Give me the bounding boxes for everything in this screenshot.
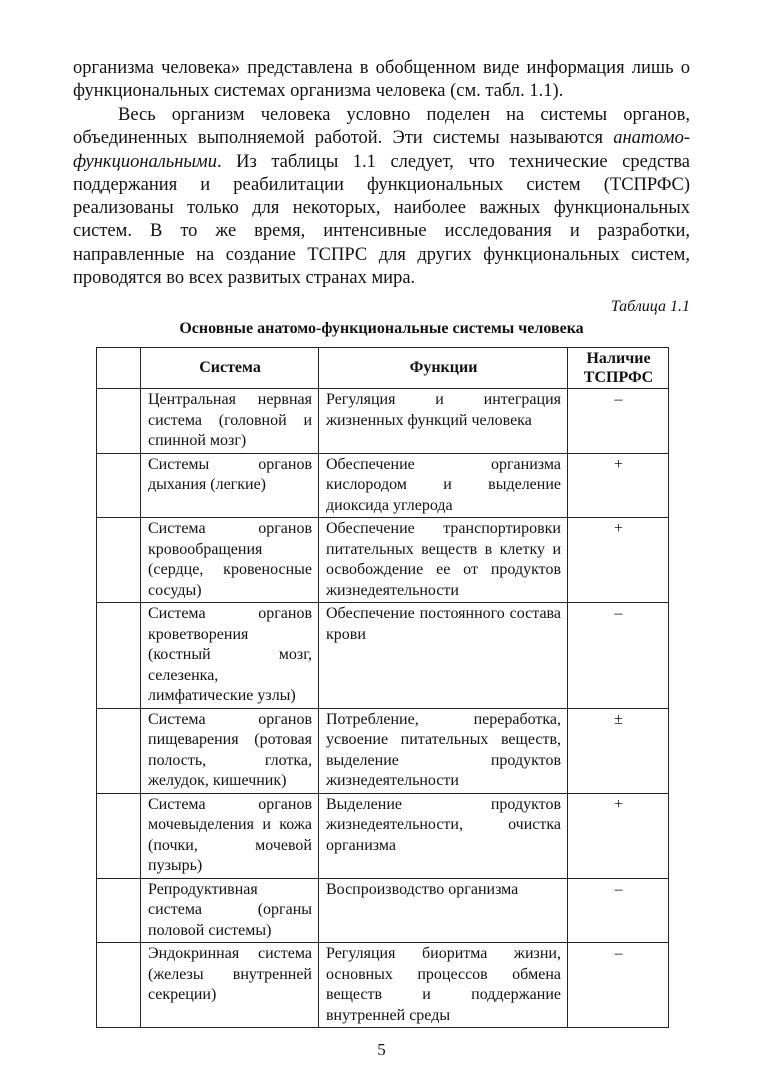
row-system: Система органов пищеварения (ротовая полость, глотка, желудок, кишечник)	[141, 708, 319, 793]
row-presence: +	[568, 793, 669, 878]
table-row	[97, 603, 669, 709]
table-row	[97, 518, 669, 603]
table-header-row	[97, 348, 669, 389]
row-functions: Воспроизводство организма	[319, 878, 568, 943]
row-functions: Регуляция биоритма жизни, основных процессов обмена веществ и поддержание внутренней среды	[319, 943, 568, 1028]
row-number	[97, 793, 141, 878]
paragraph-body	[73, 104, 690, 290]
table-row	[97, 878, 669, 943]
paragraph-body-text-b: . Из таблицы 1.1 следует, что технические средства поддержания и реабилитации функциональных систем (ТСПРФС) реализованы только для некоторых, наиболее важных функциональных систем. В то же время, интенсивные исследования и разработки, направленные на создание ТСПРС для других функциональных систем, проводятся во всех развитых странах мира.	[73, 151, 690, 289]
header-presence: Наличие ТСПРФС	[568, 348, 669, 389]
row-system: Система органов мочевыделения и кожа (почки, мочевой пузырь)	[141, 793, 319, 878]
row-presence: –	[568, 389, 669, 454]
row-number	[97, 878, 141, 943]
row-presence: –	[568, 943, 669, 1028]
row-functions: Регуляция и интеграция жизненных функций человека	[319, 389, 568, 454]
row-presence: ±	[568, 708, 669, 793]
systems-table	[96, 347, 669, 1028]
row-system: Системы органов дыхания (легкие)	[141, 453, 319, 518]
row-presence: +	[568, 453, 669, 518]
header-system: Система	[141, 348, 319, 389]
row-number	[97, 943, 141, 1028]
row-presence: –	[568, 603, 669, 709]
paragraph-body-emphasis: анатомо-функциональными	[73, 128, 690, 172]
row-system: Эндокринная система (железы внутренней секреции)	[141, 943, 319, 1028]
row-functions: Обеспечение транспортировки питательных веществ в клетку и освобождение ее от продуктов жизнедеятельности	[319, 518, 568, 603]
row-number	[97, 389, 141, 454]
row-presence: –	[568, 878, 669, 943]
header-functions: Функции	[319, 348, 568, 389]
header-number	[97, 348, 141, 389]
table-title: Основные анатомо-функциональные системы человека	[179, 320, 584, 337]
table-row	[97, 708, 669, 793]
paragraph-body-text-a: Весь организм человека условно поделен на системы органов, объединенных выполняемой работой. Эти системы называются	[73, 105, 690, 149]
row-functions: Потребление, переработка, усвоение питательных веществ, выделение продуктов жизнедеятельности	[319, 708, 568, 793]
row-system: Система органов кроветворения (костный мозг, селезенка, лимфатические узлы)	[141, 603, 319, 709]
row-number	[97, 518, 141, 603]
row-functions: Обеспечение постоянного состава крови	[319, 603, 568, 709]
row-number	[97, 708, 141, 793]
table-row	[97, 943, 669, 1028]
row-functions: Обеспечение организма кислородом и выделение диоксида углерода	[319, 453, 568, 518]
table-caption: Таблица 1.1	[610, 298, 690, 315]
row-system: Репродуктивная система (органы половой системы)	[141, 878, 319, 943]
page-number: 5	[377, 1040, 386, 1059]
row-number	[97, 453, 141, 518]
table-row	[97, 389, 669, 454]
row-system: Система органов кровообращения (сердце, кровеносные сосуды)	[141, 518, 319, 603]
row-functions: Выделение продуктов жизнедеятельности, очистка организма	[319, 793, 568, 878]
table-row	[97, 453, 669, 518]
paragraph-intro: организма человека» представлена в обобщенном виде информация лишь о функциональных системах организма человека (см. табл. 1.1).	[73, 58, 690, 102]
row-presence: +	[568, 518, 669, 603]
table-row	[97, 793, 669, 878]
row-number	[97, 603, 141, 709]
row-system: Центральная нервная система (головной и спинной мозг)	[141, 389, 319, 454]
